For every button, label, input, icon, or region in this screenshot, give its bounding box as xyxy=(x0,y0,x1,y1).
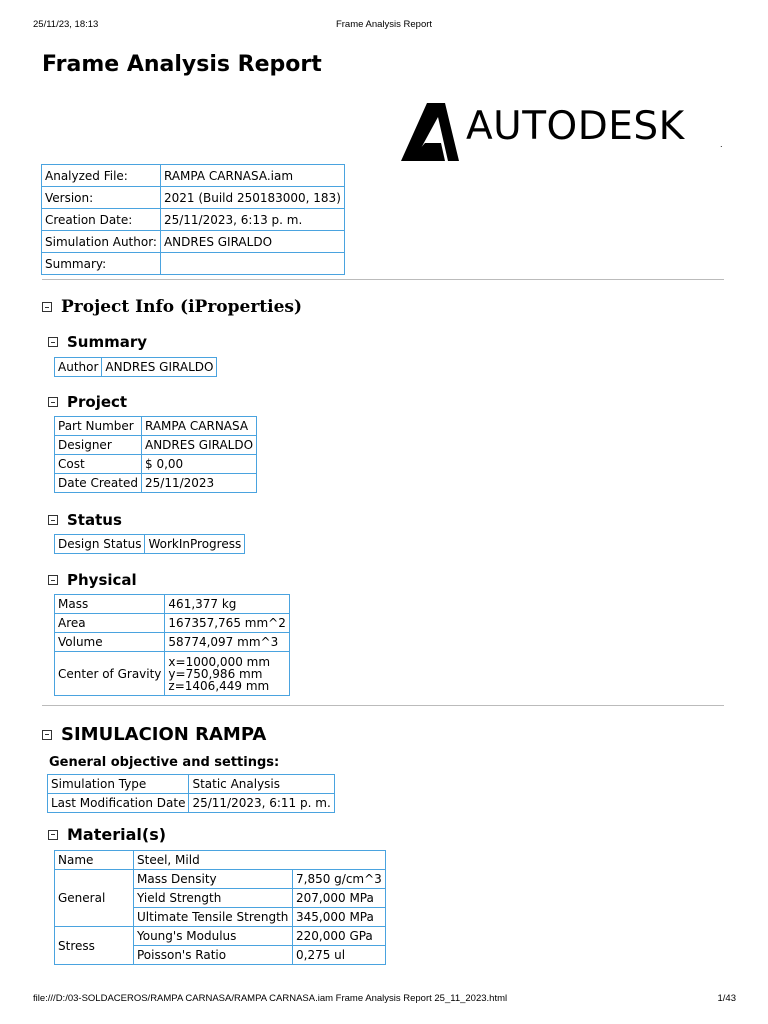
table-cell: Author xyxy=(55,358,102,377)
section-title: Status xyxy=(67,511,122,529)
table-row xyxy=(55,358,217,377)
autodesk-logo-icon xyxy=(401,103,459,161)
table-row xyxy=(55,535,245,554)
section-title: Summary xyxy=(67,333,148,351)
table-cell: 167357,765 mm^2 xyxy=(165,614,289,633)
table-cell: 0,275 ul xyxy=(293,946,386,965)
table-row xyxy=(42,231,345,253)
section-title: SIMULACION RAMPA xyxy=(61,724,267,745)
table-row xyxy=(55,417,257,436)
table-row xyxy=(48,794,335,813)
table-cell: Designer xyxy=(55,436,142,455)
section-title: Project xyxy=(67,393,128,411)
collapse-icon[interactable] xyxy=(48,830,58,840)
table-cell: 7,850 g/cm^3 xyxy=(293,870,386,889)
physical-table xyxy=(54,594,290,696)
table-cell: Creation Date: xyxy=(42,209,161,231)
table-cell: Poisson's Ratio xyxy=(134,946,293,965)
table-cell: $ 0,00 xyxy=(142,455,257,474)
print-header-title: Frame Analysis Report xyxy=(335,19,433,30)
table-cell: ANDRES GIRALDO xyxy=(142,436,257,455)
table-cell: Date Created xyxy=(55,474,142,493)
section-title: Project Info (iProperties) xyxy=(61,297,303,317)
table-row xyxy=(42,253,345,275)
table-row xyxy=(55,614,290,633)
table-cell: Center of Gravity xyxy=(55,652,165,696)
materials-heading[interactable] xyxy=(48,825,166,844)
table-cell: Simulation Author: xyxy=(42,231,161,253)
project-heading[interactable] xyxy=(48,393,127,411)
print-footer-path: file:///D:/03-SOLDACEROS/RAMPA CARNASA/RAMPA CARNASA.iam Frame Analysis Report 25_11_2023.html xyxy=(33,993,508,1004)
collapse-icon[interactable] xyxy=(42,302,52,312)
status-table xyxy=(54,534,245,554)
table-row xyxy=(55,652,290,696)
simulation-settings-table xyxy=(47,774,335,813)
table-row xyxy=(48,775,335,794)
table-cell: 461,377 kg xyxy=(165,595,289,614)
table-cell: ANDRES GIRALDO xyxy=(160,231,344,253)
summary-heading[interactable] xyxy=(48,333,147,351)
table-row xyxy=(42,165,345,187)
section-title: Physical xyxy=(67,571,137,589)
table-cell: 220,000 GPa xyxy=(293,927,386,946)
center-of-gravity-cell xyxy=(165,652,289,696)
table-row xyxy=(42,187,345,209)
table-cell: Summary: xyxy=(42,253,161,275)
table-cell: 58774,097 mm^3 xyxy=(165,633,289,652)
table-cell: ANDRES GIRALDO xyxy=(102,358,217,377)
general-objective-heading: General objective and settings: xyxy=(49,755,280,770)
table-cell: Part Number xyxy=(55,417,142,436)
cog-z: z=1406,449 mm xyxy=(168,678,270,693)
table-cell: Design Status xyxy=(55,535,145,554)
table-row xyxy=(55,455,257,474)
autodesk-logo-dot: . xyxy=(720,140,723,149)
materials-table xyxy=(54,850,386,965)
table-cell: Area xyxy=(55,614,165,633)
table-cell: Yield Strength xyxy=(134,889,293,908)
table-cell: RAMPA CARNASA.iam xyxy=(160,165,344,187)
table-cell: Cost xyxy=(55,455,142,474)
table-cell: 207,000 MPa xyxy=(293,889,386,908)
summary-table xyxy=(54,357,217,377)
table-cell: RAMPA CARNASA xyxy=(142,417,257,436)
section-divider xyxy=(42,279,724,280)
table-cell: General xyxy=(55,870,134,927)
table-cell: 25/11/2023, 6:11 p. m. xyxy=(189,794,334,813)
print-footer-page-number: 1/43 xyxy=(717,993,736,1004)
table-cell: Version: xyxy=(42,187,161,209)
collapse-icon[interactable] xyxy=(48,575,58,585)
table-cell: WorkInProgress xyxy=(145,535,245,554)
section-title: Material(s) xyxy=(67,825,167,844)
table-row xyxy=(55,851,386,870)
table-cell: 345,000 MPa xyxy=(293,908,386,927)
project-info-heading[interactable] xyxy=(42,297,302,317)
table-cell: Ultimate Tensile Strength xyxy=(134,908,293,927)
autodesk-logo-text: AUTODESK xyxy=(466,104,685,149)
report-title: Frame Analysis Report xyxy=(42,52,322,77)
collapse-icon[interactable] xyxy=(48,515,58,525)
physical-heading[interactable] xyxy=(48,571,137,589)
table-cell: Mass xyxy=(55,595,165,614)
table-cell xyxy=(160,253,344,275)
cog-y: y=750,986 mm xyxy=(168,666,263,681)
table-cell: Simulation Type xyxy=(48,775,189,794)
table-row xyxy=(55,633,290,652)
table-cell: Last Modification Date xyxy=(48,794,189,813)
cog-x: x=1000,000 mm xyxy=(168,654,271,669)
table-cell: Stress xyxy=(55,927,134,965)
collapse-icon[interactable] xyxy=(48,397,58,407)
table-row xyxy=(55,436,257,455)
simulation-heading[interactable] xyxy=(42,724,266,745)
project-table xyxy=(54,416,257,493)
collapse-icon[interactable] xyxy=(42,730,52,740)
table-cell: 25/11/2023, 6:13 p. m. xyxy=(160,209,344,231)
table-cell: Static Analysis xyxy=(189,775,334,794)
table-row xyxy=(42,209,345,231)
table-cell: Mass Density xyxy=(134,870,293,889)
table-cell: Steel, Mild xyxy=(134,851,386,870)
table-cell: Name xyxy=(55,851,134,870)
table-cell: 25/11/2023 xyxy=(142,474,257,493)
table-row xyxy=(55,927,386,946)
collapse-icon[interactable] xyxy=(48,337,58,347)
table-row xyxy=(55,595,290,614)
print-header-date: 25/11/23, 18:13 xyxy=(33,19,99,30)
table-row xyxy=(55,474,257,493)
file-info-table xyxy=(41,164,345,275)
table-cell: 2021 (Build 250183000, 183) xyxy=(160,187,344,209)
table-row xyxy=(55,870,386,889)
section-divider xyxy=(42,705,724,706)
table-cell: Analyzed File: xyxy=(42,165,161,187)
status-heading[interactable] xyxy=(48,511,122,529)
table-cell: Young's Modulus xyxy=(134,927,293,946)
table-cell: Volume xyxy=(55,633,165,652)
